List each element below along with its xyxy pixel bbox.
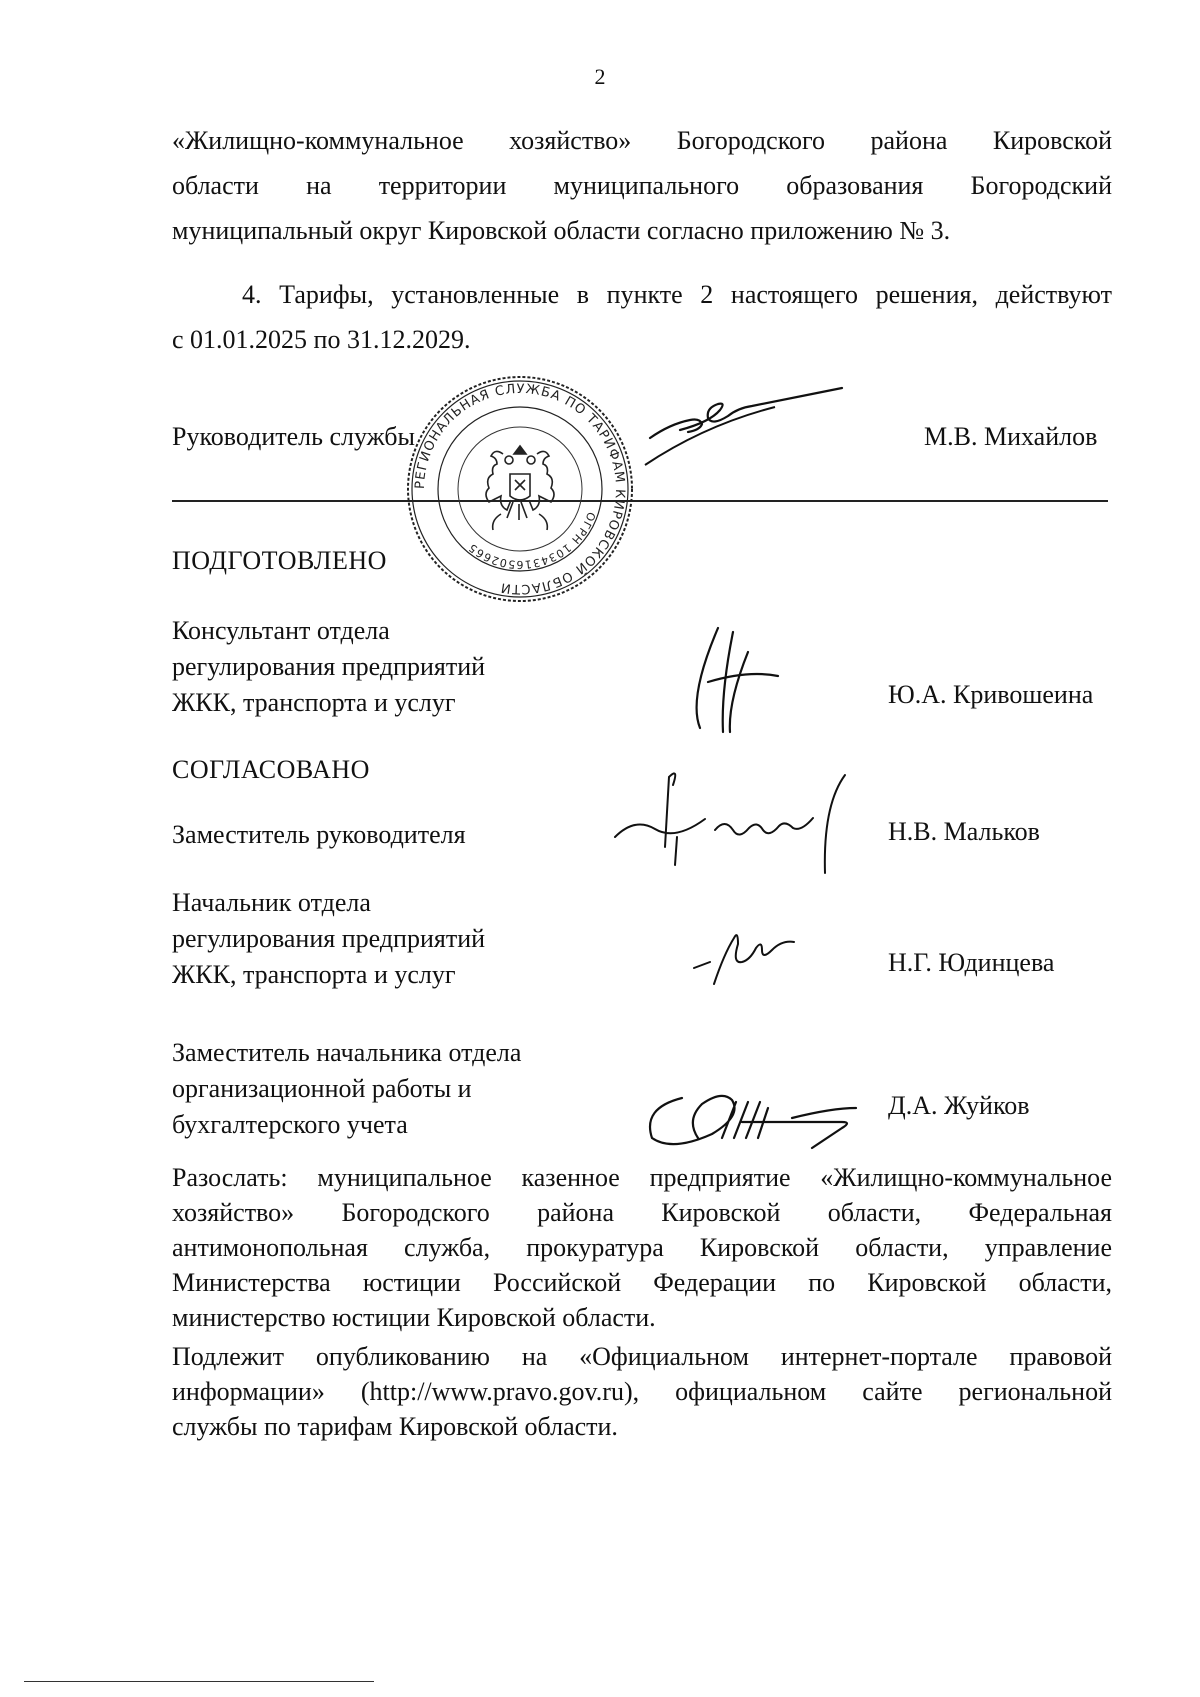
seal-outer-text: РЕГИОНАЛЬНАЯ СЛУЖБА ПО ТАРИФАМ КИРОВСКОЙ ОБЛАСТИ [412, 381, 628, 597]
paragraph-3-line: области на территории муниципального образования Богородский [172, 171, 1112, 200]
agreed-name-2: Н.Г. Юдинцева [888, 948, 1055, 977]
agreed-position-line: ЖКК, транспорта и услуг [172, 960, 456, 989]
agreed-position-2 [172, 885, 485, 993]
agreed-position-line: Заместитель руководителя [172, 820, 466, 849]
paragraph-3 [172, 118, 1112, 253]
publication-line: Подлежит опубликованию на «Официальном интернет-портале правовой [172, 1342, 1112, 1371]
agreed-signature-3 [642, 1078, 862, 1158]
publication-line: службы по тарифам Кировской области. [172, 1412, 618, 1441]
distribution-line: министерство юстиции Кировской области. [172, 1303, 656, 1332]
distribution-line: Разослать: муниципальное казенное предприятие «Жилищно-коммунальное [172, 1163, 1112, 1192]
prepared-signature [688, 622, 788, 742]
agreed-position-line: регулирования предприятий [172, 924, 486, 953]
paragraph-3-line: муниципальный округ Кировской области согласно приложению № 3. [172, 216, 951, 245]
paragraph-4-line: с 01.01.2025 по 31.12.2029. [172, 325, 471, 354]
prepared-position-line: Консультант отдела [172, 616, 390, 645]
official-seal [405, 374, 635, 604]
prepared-position-line: регулирования предприятий [172, 652, 486, 681]
distribution-list [172, 1160, 1112, 1335]
paragraph-4-line: 4. Тарифы, установленные в пункте 2 настоящего решения, действуют [242, 280, 1112, 309]
prepared-name: Ю.А. Кривошеина [888, 680, 1094, 709]
prepared-position [172, 613, 485, 721]
coat-of-arms-icon [486, 446, 554, 530]
publication-note [172, 1339, 1112, 1444]
agreed-name-3: Д.А. Жуйков [888, 1091, 1030, 1120]
page-number: 2 [594, 64, 606, 89]
agreed-position-3 [172, 1035, 521, 1143]
distribution-line: Министерства юстиции Российской Федерации по Кировской области, [172, 1268, 1112, 1297]
distribution-line: хозяйство» Богородского района Кировской области, Федеральная [172, 1198, 1112, 1227]
signature-rule [172, 500, 1108, 502]
publication-line: информации» (http://www.pravo.gov.ru), официальном сайте региональной [172, 1377, 1112, 1406]
agreed-position-1 [172, 817, 466, 853]
agreed-position-line: бухгалтерского учета [172, 1110, 408, 1139]
head-name: М.В. Михайлов [924, 422, 1098, 451]
prepared-position-line: ЖКК, транспорта и услуг [172, 688, 456, 717]
agreed-position-line: Начальник отдела [172, 888, 371, 917]
head-title: Руководитель службы [172, 422, 415, 451]
footer-rule [24, 1681, 374, 1682]
paragraph-3-line: «Жилищно-коммунальное хозяйство» Богородского района Кировской [172, 126, 1112, 155]
distribution-line: антимонопольная служба, прокуратура Кировской области, управление [172, 1233, 1112, 1262]
prepared-heading: ПОДГОТОВЛЕНО [172, 546, 387, 575]
agreed-position-line: Заместитель начальника отдела [172, 1038, 522, 1067]
agreed-heading: СОГЛАСОВАНО [172, 755, 370, 784]
agreed-position-line: организационной работы и [172, 1074, 472, 1103]
agreed-signature-1 [605, 765, 885, 885]
agreed-name-1: Н.В. Мальков [888, 817, 1040, 846]
agreed-signature-2 [690, 924, 800, 994]
seal-ogrn-text: ОГРН 1034316502665 [465, 510, 598, 572]
paragraph-4 [172, 272, 1112, 362]
head-signature [640, 360, 870, 470]
